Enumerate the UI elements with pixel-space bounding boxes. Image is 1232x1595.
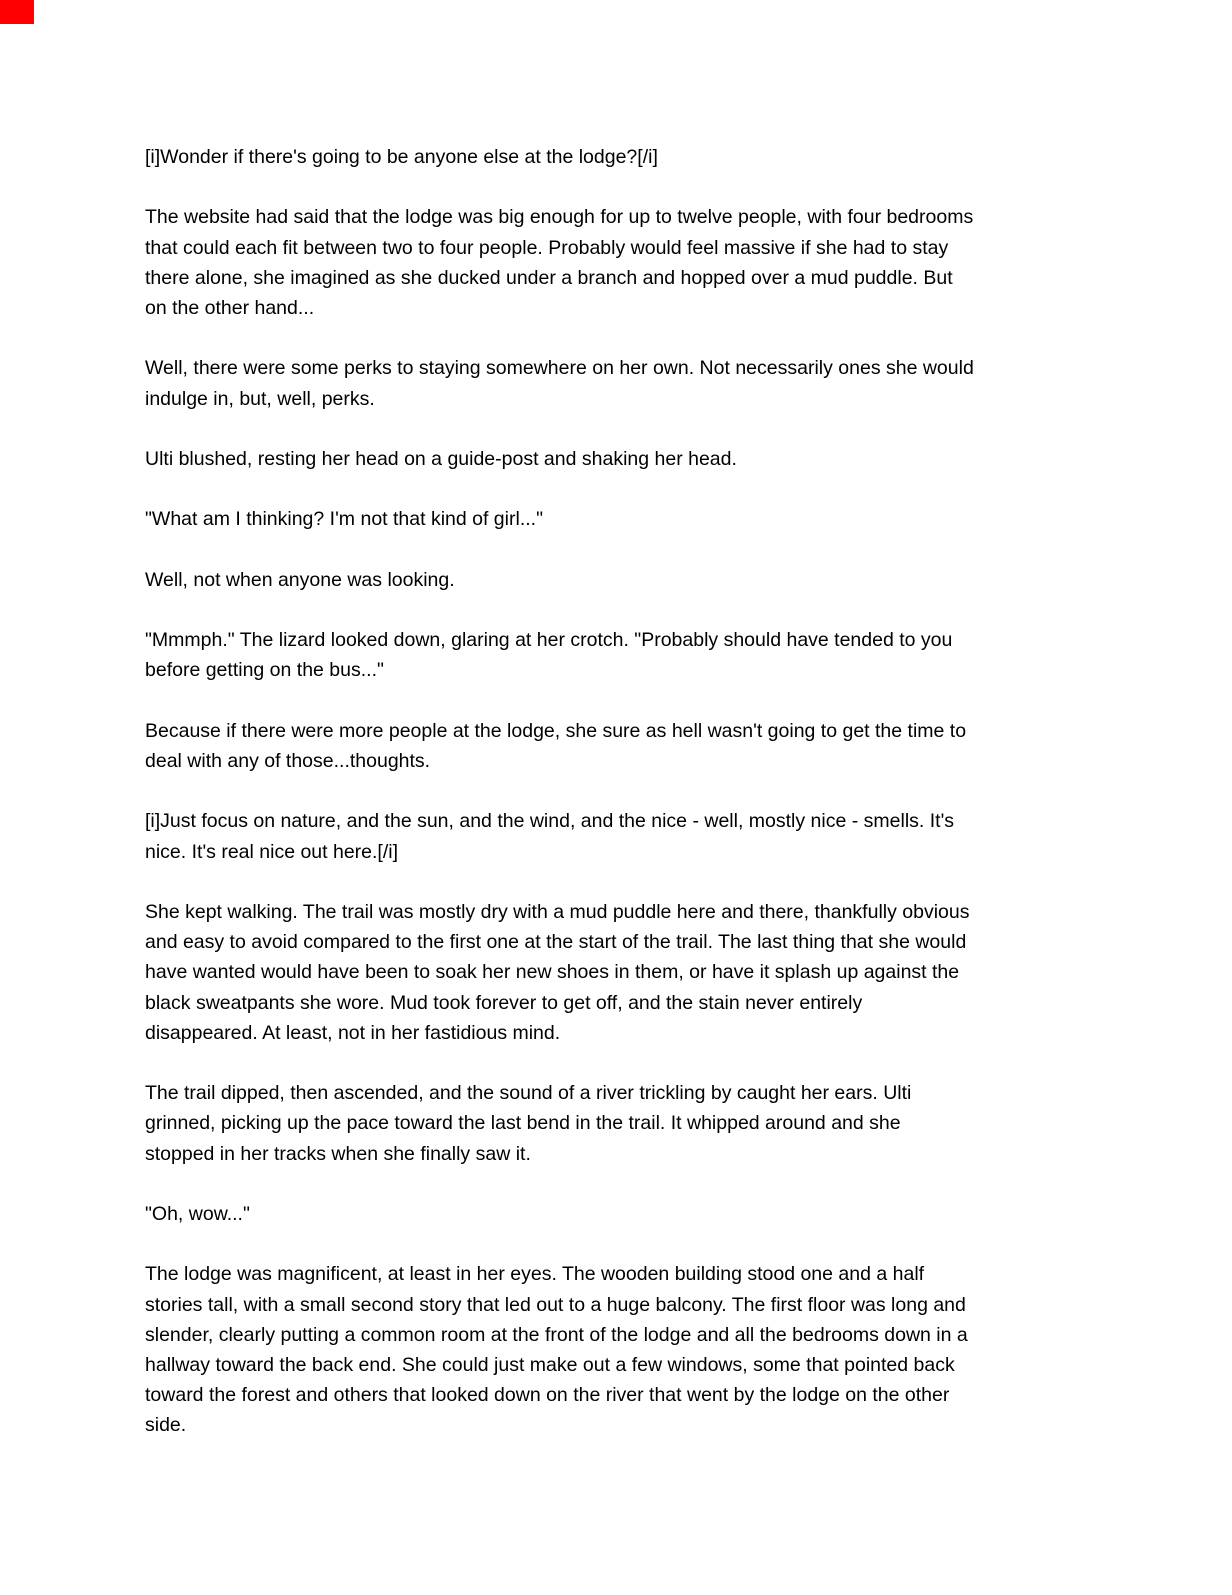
text-line: stopped in her tracks when she finally saw it. [145, 1142, 531, 1165]
text-line: [i]Just focus on nature, and the sun, and the wind, and the nice - well, mostly nice - smells. It's [145, 810, 955, 833]
text-line: slender, clearly putting a common room at the front of the lodge and all the bedrooms down in a [145, 1323, 968, 1346]
text-line: The trail dipped, then ascended, and the sound of a river trickling by caught her ears. Ulti [145, 1082, 912, 1105]
text-line: and easy to avoid compared to the first one at the start of the trail. The last thing that she would [145, 931, 967, 954]
text-line: Because if there were more people at the lodge, she sure as hell wasn't going to get the time to [145, 719, 967, 742]
text-line: She kept walking. The trail was mostly dry with a mud puddle here and there, thankfully obvious [145, 900, 970, 923]
text-line: nice. It's real nice out here.[/i] [145, 840, 399, 863]
paragraph [145, 565, 1093, 595]
text-line: Well, not when anyone was looking. [145, 568, 455, 591]
paragraph [145, 1078, 1093, 1169]
text-line: there alone, she imagined as she ducked under a branch and hopped over a mud puddle. But [145, 266, 953, 289]
text-line: deal with any of those...thoughts. [145, 749, 431, 772]
text-line: The website had said that the lodge was big enough for up to twelve people, with four bedrooms [145, 206, 974, 229]
text-line: that could each fit between two to four people. Probably would feel massive if she had to stay [145, 236, 949, 259]
paragraph [145, 1199, 1093, 1229]
text-line: [i]Wonder if there's going to be anyone else at the lodge?[/i] [145, 146, 658, 168]
text-line: before getting on the bus..." [145, 659, 384, 682]
text-line: "Oh, wow..." [145, 1202, 250, 1225]
paragraph [145, 897, 1093, 1048]
text-line: have wanted would have been to soak her new shoes in them, or have it splash up against the [145, 961, 960, 984]
paragraph [145, 1259, 1093, 1440]
text-line: The lodge was magnificent, at least in her eyes. The wooden building stood one and a half [145, 1263, 925, 1286]
text-line: black sweatpants she wore. Mud took forever to get off, and the stain never entirely [145, 991, 863, 1014]
paragraph [145, 806, 1093, 866]
document-text-body[interactable] [145, 142, 1093, 1471]
text-line: side. [145, 1414, 187, 1437]
text-line: Ulti blushed, resting her head on a guide-post and shaking her head. [145, 447, 737, 470]
text-line: grinned, picking up the pace toward the last bend in the trail. It whipped around and she [145, 1112, 901, 1135]
paragraph [145, 504, 1093, 534]
paragraph [145, 353, 1093, 413]
text-line: stories tall, with a small second story that led out to a huge balcony. The first floor was long and [145, 1293, 966, 1316]
text-line: on the other hand... [145, 297, 315, 319]
paragraph [145, 444, 1093, 474]
red-corner-marker [0, 0, 34, 24]
text-line: disappeared. At least, not in her fastidious mind. [145, 1021, 561, 1044]
text-line: "Mmmph." The lizard looked down, glaring at her crotch. "Probably should have tended to you [145, 629, 953, 652]
paragraph [145, 716, 1093, 776]
paragraph [145, 142, 1093, 172]
paragraph [145, 202, 1093, 323]
text-line: Well, there were some perks to staying somewhere on her own. Not necessarily ones she would [145, 357, 974, 380]
text-line: hallway toward the back end. She could just make out a few windows, some that pointed back [145, 1353, 955, 1376]
paragraph [145, 625, 1093, 685]
text-line: indulge in, but, well, perks. [145, 387, 375, 410]
text-line: toward the forest and others that looked down on the river that went by the lodge on the other [145, 1384, 950, 1407]
text-line: "What am I thinking? I'm not that kind of girl..." [145, 508, 543, 531]
